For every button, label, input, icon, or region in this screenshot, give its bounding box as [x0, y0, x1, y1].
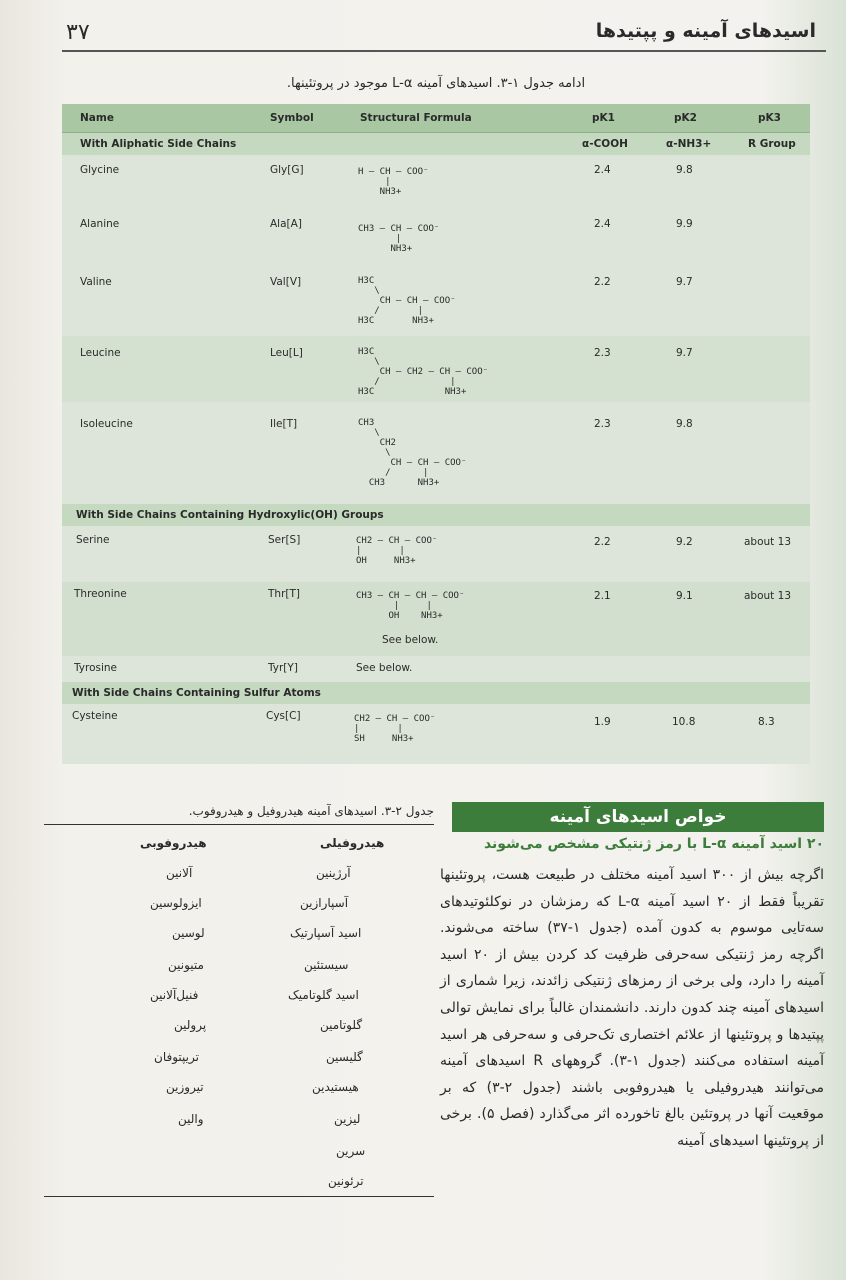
hydrophilic-item: لیزین: [334, 1112, 361, 1126]
hydrophobic-item: تریپتوفان: [154, 1050, 199, 1064]
row-note: See below.: [356, 662, 413, 674]
row-name: Valine: [80, 276, 112, 288]
row-pk2: 10.8: [672, 716, 696, 728]
row-symbol: Ile[T]: [270, 418, 298, 430]
hydrophilic-item: ترئونین: [328, 1174, 364, 1188]
section-title: With Side Chains Containing Sulfur Atoms: [72, 687, 321, 699]
row-formula: CH3 — CH — CH — COO⁻ | | OH NH3+: [356, 591, 465, 621]
table-header-row: [62, 104, 810, 133]
col-pk2: pK2: [674, 112, 697, 124]
row-formula: H3C \ CH — CH2 — CH — COO⁻ / | H3C NH3+: [358, 347, 489, 397]
hydrophobic-header: هیدروفوبی: [140, 836, 207, 850]
row-name: Threonine: [74, 588, 127, 600]
section-subtitle: ۲۰ اسید آمینه L-α با رمز ژنتیکی مشخص می‌شوند: [483, 836, 824, 852]
row-symbol: Ser[S]: [268, 534, 301, 546]
section-banner: خواص اسیدهای آمینه: [452, 802, 824, 832]
section-sulfur: [62, 682, 810, 704]
row-pk1: 2.4: [594, 218, 611, 230]
row-pk2: 9.7: [676, 276, 693, 288]
row-symbol: Thr[T]: [268, 588, 300, 600]
hydrophilic-item: سیستئین: [304, 958, 349, 972]
col-pk1: pK1: [592, 112, 615, 124]
hydrophilic-item: آرژینین: [316, 866, 351, 880]
hydrophobic-item: لوسین: [172, 926, 205, 940]
hydrophilic-item: گلوتامین: [320, 1018, 363, 1032]
row-pk2: 9.7: [676, 347, 693, 359]
row-name: Isoleucine: [80, 418, 133, 430]
row-pk2: 9.8: [676, 418, 693, 430]
row-pk1: 2.3: [594, 418, 611, 430]
section-aliphatic: [62, 133, 810, 155]
row-formula: CH2 — CH — COO⁻ | | SH NH3+: [354, 714, 436, 744]
table2-caption: جدول ۲-۳. اسیدهای آمینه هیدروفیل و هیدروفوب.: [188, 804, 434, 818]
col-formula: Structural Formula: [360, 112, 472, 124]
row-pk3: about 13: [744, 590, 791, 602]
table1-caption: ادامه جدول ۱-۳. اسیدهای آمینه L-α موجود در پروتئینها.: [286, 76, 586, 91]
row-note: See below.: [382, 634, 439, 646]
amino-acid-table: [62, 104, 810, 764]
subheader-pk3: R Group: [748, 138, 796, 150]
hydrophobic-item: تیروزین: [166, 1080, 204, 1094]
row-symbol: Leu[L]: [270, 347, 303, 359]
row-pk2: 9.8: [676, 164, 693, 176]
row-pk1: 2.4: [594, 164, 611, 176]
hydrophobic-item: والین: [178, 1112, 204, 1126]
row-formula: CH3 — CH — COO⁻ | NH3+: [358, 224, 440, 254]
col-symbol: Symbol: [270, 112, 314, 124]
hydrophobic-item: ایزولوسین: [150, 896, 202, 910]
hydrophilic-item: هیستیدین: [312, 1080, 359, 1094]
section-title: With Aliphatic Side Chains: [80, 138, 237, 150]
table2-top-rule: [44, 824, 434, 825]
row-pk1: 2.2: [594, 536, 611, 548]
row-pk1: 2.3: [594, 347, 611, 359]
row-symbol: Ala[A]: [270, 218, 302, 230]
hydrophilic-header: هیدروفیلی: [320, 836, 385, 850]
hydrophobic-item: متیونین: [168, 958, 204, 972]
col-name: Name: [80, 112, 114, 124]
row-pk1: 2.2: [594, 276, 611, 288]
row-pk2: 9.1: [676, 590, 693, 602]
hydrophilic-item: گلیسین: [326, 1050, 363, 1064]
row-formula: H — CH — COO⁻ | NH3+: [358, 167, 429, 197]
row-name: Glycine: [80, 164, 120, 176]
hydrophilic-item: سرین: [336, 1144, 366, 1158]
row-pk1: 1.9: [594, 716, 611, 728]
running-title: اسیدهای آمینه و پپتیدها: [595, 20, 816, 42]
section-title: With Side Chains Containing Hydroxylic(OH) Groups: [76, 509, 384, 521]
row-pk1: 2.1: [594, 590, 611, 602]
row-formula: H3C \ CH — CH — COO⁻ / | H3C NH3+: [358, 276, 456, 326]
hydrophobic-item: فنیل‌آلانین: [150, 988, 199, 1002]
hydrophilic-item: اسید گلوتامیک: [288, 988, 359, 1002]
hydrophilic-item: آسپارازین: [300, 896, 349, 910]
row-name: Cysteine: [72, 710, 118, 722]
row-name: Serine: [76, 534, 110, 546]
header-divider: [62, 50, 826, 52]
row-pk2: 9.2: [676, 536, 693, 548]
row-name: Tyrosine: [74, 662, 118, 674]
row-symbol: Gly[G]: [270, 164, 304, 176]
row-formula: CH3 \ CH2 \ CH — CH — COO⁻ / | CH3 NH3+: [358, 418, 467, 488]
body-paragraph: اگرچه بیش از ۳۰۰ اسید آمینه مختلف در طبیعت هست، پروتئینها تقریباً فقط از ۲۰ اسید آمینه L-α که رمزشان در نوکلئوتیدهای سه‌تایی موسوم به کدون آمده (جدول ۱-۳۷) ساخته می‌شوند. اگرچه رمز ژنتیکی سه‌حرفی ظرفیت کد کردن بیش از ۲۰ اسید آمینه را دارد، ولی برخی از رمزهای ژنتیکی زائدند، زیرا شماری از اسیدهای آمینه چند کدون دارند. دانشمندان غالباً برای نمایش توالی پپتیدها و پروتئینها از علائم اختصاری تک‌حرفی و سه‌حرفی هر اسید آمینه استفاده می‌کنند (جدول ۱-۳). گروههای R اسیدهای آمینه می‌توانند هیدروفیلی یا هیدروفوبی باشند (جدول ۲-۳) که بر موقعیت آنها در پروتئین بالغ تاخورده اثر می‌گذارد (فصل ۵). برخی از پروتئینها اسیدهای آمینه: [440, 867, 824, 1149]
row-pk3: about 13: [744, 536, 791, 548]
section-hydroxylic: [62, 504, 810, 526]
hydrophilic-item: اسید آسپارتیک: [290, 926, 362, 940]
subheader-pk1: α-COOH: [582, 138, 628, 150]
subheader-pk2: α-NH3+: [666, 138, 712, 150]
hydrophobic-item: پرولین: [174, 1018, 207, 1032]
row-pk2: 9.9: [676, 218, 693, 230]
row-pk3: 8.3: [758, 716, 775, 728]
table2-bottom-rule: [44, 1196, 434, 1197]
col-pk3: pK3: [758, 112, 781, 124]
page-number: ۳۷: [66, 20, 90, 45]
row-name: Leucine: [80, 347, 121, 359]
row-symbol: Tyr[Y]: [268, 662, 298, 674]
row-formula: CH2 — CH — COO⁻ | | OH NH3+: [356, 536, 438, 566]
hydrophobic-item: آلانین: [166, 866, 193, 880]
row-symbol: Val[V]: [270, 276, 302, 288]
row-symbol: Cys[C]: [266, 710, 301, 722]
row-name: Alanine: [80, 218, 120, 230]
